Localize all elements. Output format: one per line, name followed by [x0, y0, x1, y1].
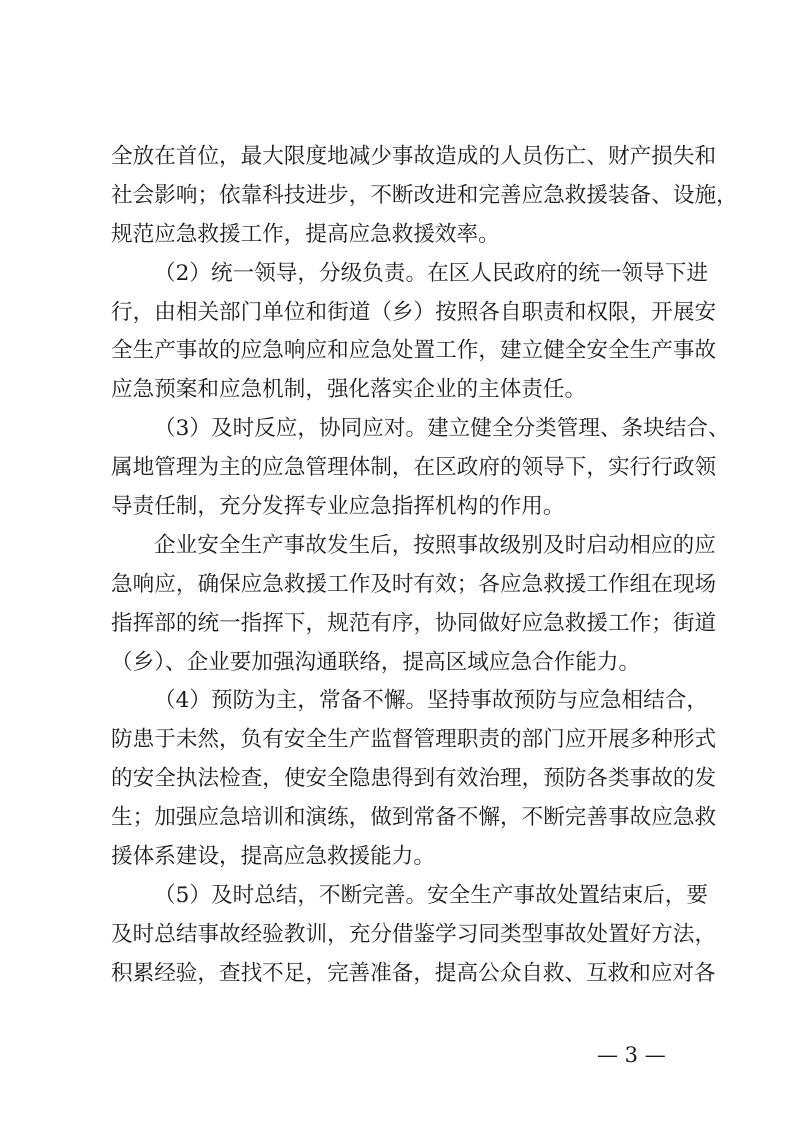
- text-line: （ 5 ） 及 时 总 结 ， 不 断 完 善 。 安 全 生 产 事 故 处 置 结 束 后 ， 要: [154, 882, 708, 908]
- text-line: 行 ， 由 相 关 部 门 单 位 和 街 道 （ 乡 ） 按 照 各 自 职 责 和 权 限 ， 开 展 安: [111, 299, 717, 325]
- page-number: — 3 —: [597, 1043, 666, 1067]
- text-line: 的 安 全 执 法 检 查 ， 使 安 全 隐 患 得 到 有 效 治 理 ， 预 防 各 类 事 故 的 发: [111, 766, 717, 792]
- text-line: 企 业 安 全 生 产 事 故 发 生 后 ， 按 照 事 故 级 别 及 时 启 动 相 应 的 应: [154, 532, 716, 558]
- text-line: 援体系建设，提高应急救援能力。: [111, 844, 435, 870]
- text-line: 属 地 管 理 为 主 的 应 急 管 理 体 制 ， 在 区 政 府 的 领 导 下 ， 实 行 行 政 领: [111, 455, 717, 481]
- text-line: 积累经验，查找不足，完善准备，提高公众自救、互救和应对各: [111, 960, 716, 986]
- text-line: （ 2 ） 统 一 领 导 ， 分 级 负 责 。 在 区 人 民 政 府 的 统 一 领 导 下 进: [154, 260, 708, 286]
- text-line: 全 放 在 首 位 ， 最 大 限 度 地 减 少 事 故 造 成 的 人 员 伤 亡 、 财 产 损 失 和: [111, 144, 717, 169]
- paragraph-3: [111, 410, 730, 527]
- text-line: 防 患 于 未 然 ， 负 有 安 全 生 产 监 督 管 理 职 责 的 部 门 应 开 展 多 种 形 式: [111, 727, 717, 753]
- text-line: 全 生 产 事 故 的 应 急 响 应 和 应 急 处 置 工 作 ， 建 立 健 全 安 全 生 产 事 故: [111, 338, 717, 364]
- paragraph-5: [111, 877, 717, 994]
- paragraph-4: [111, 682, 717, 876]
- text-line: 指 挥 部 的 统 一 指 挥 下 ， 规 范 有 序 ， 协 同 做 好 应 急 救 援 工 作 ； 街 道: [111, 610, 717, 636]
- body-text: [111, 138, 738, 994]
- paragraph-continuation: [111, 138, 738, 255]
- text-line: 社 会 影 响 ； 依 靠 科 技 进 步 ， 不 断 改 进 和 完 善 应 急 救 援 装 备 、 设 施 ，: [111, 182, 738, 208]
- text-line: 应急预案和应急机制，强化落实企业的主体责任。: [111, 377, 587, 403]
- text-line: 导责任制，充分发挥专业应急指挥机构的作用。: [111, 494, 565, 520]
- paragraph-3-cont: [111, 527, 717, 683]
- text-line: （ 3 ） 及 时 反 应 ， 协 同 应 对 。 建 立 健 全 分 类 管 理 、 条 块 结 合 、: [154, 416, 730, 442]
- text-line: 及 时 总 结 事 故 经 验 教 训 ， 充 分 借 鉴 学 习 同 类 型 事 故 处 置 好 方 法 ，: [111, 921, 717, 947]
- text-line: 急 响 应 ， 确 保 应 急 救 援 工 作 及 时 有 效 ； 各 应 急 救 援 工 作 组 在 现 场: [111, 571, 717, 597]
- text-line: 生 ； 加 强 应 急 培 训 和 演 练 ， 做 到 常 备 不 懈 ， 不 断 完 善 事 故 应 急 救: [111, 805, 717, 831]
- paragraph-2: [111, 255, 717, 411]
- text-line: 规范应急救援工作，提高应急救援效率。: [111, 221, 500, 247]
- text-line: （乡）、企业要加强沟通联络，提高区域应急合作能力。: [111, 649, 641, 675]
- text-line: （ 4 ） 预 防 为 主 ， 常 备 不 懈 。 坚 持 事 故 预 防 与 应 急 相 结 合 ，: [154, 688, 708, 714]
